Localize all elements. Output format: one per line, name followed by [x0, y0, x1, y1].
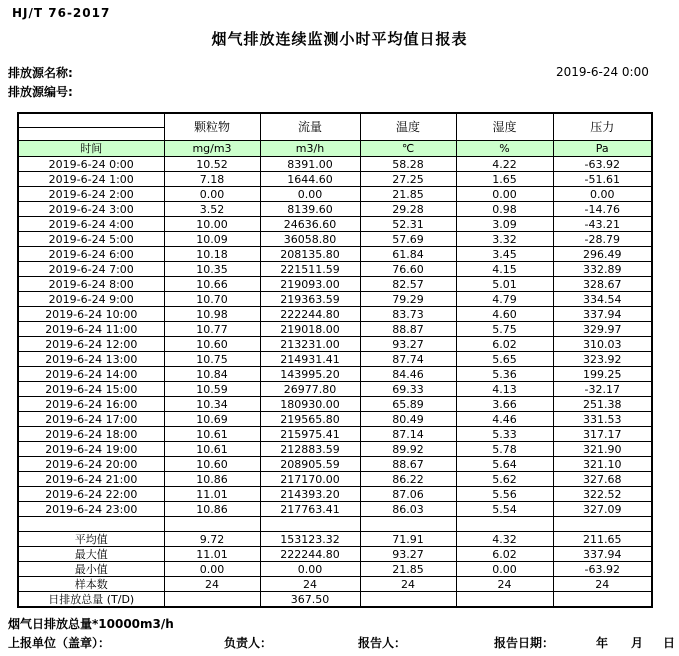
value-cell: 0.00: [260, 187, 360, 202]
value-cell: 1.65: [456, 172, 553, 187]
value-cell: 10.61: [164, 442, 260, 457]
value-cell: 329.97: [553, 322, 652, 337]
data-rows: [18, 157, 652, 517]
value-cell: 10.84: [164, 367, 260, 382]
value-cell: 219363.59: [260, 292, 360, 307]
time-cell: 2019-6-24 8:00: [18, 277, 164, 292]
value-cell: 10.35: [164, 262, 260, 277]
value-cell: 221511.59: [260, 262, 360, 277]
time-cell: 2019-6-24 0:00: [18, 157, 164, 172]
summary-rows: [18, 532, 652, 608]
value-cell: 80.49: [360, 412, 456, 427]
time-cell: 2019-6-24 7:00: [18, 262, 164, 277]
reporter-label: 报告人：: [358, 636, 407, 650]
value-cell: 0.00: [260, 562, 360, 577]
value-cell: 26977.80: [260, 382, 360, 397]
value-cell: 222244.80: [260, 547, 360, 562]
column-header-pressure: 压力: [553, 113, 652, 141]
summary-label-cell: 最小值: [18, 562, 164, 577]
value-cell: 21.85: [360, 187, 456, 202]
hourly-average-table: [17, 112, 653, 608]
value-cell: 65.89: [360, 397, 456, 412]
value-cell: [456, 592, 553, 608]
value-cell: 5.64: [456, 457, 553, 472]
time-cell: 2019-6-24 18:00: [18, 427, 164, 442]
time-header-upper-cell: [18, 113, 164, 128]
value-cell: 10.61: [164, 427, 260, 442]
value-cell: -32.17: [553, 382, 652, 397]
column-header-humidity: 湿度: [456, 113, 553, 141]
value-cell: 24: [260, 577, 360, 592]
time-cell: 2019-6-24 23:00: [18, 502, 164, 517]
value-cell: 6.02: [456, 547, 553, 562]
unit-row: [18, 141, 652, 157]
value-cell: 10.18: [164, 247, 260, 262]
value-cell: 10.70: [164, 292, 260, 307]
value-cell: 327.09: [553, 502, 652, 517]
value-cell: 5.62: [456, 472, 553, 487]
summary-label-cell: 最大值: [18, 547, 164, 562]
value-cell: 10.66: [164, 277, 260, 292]
value-cell: -51.61: [553, 172, 652, 187]
value-cell: 88.67: [360, 457, 456, 472]
value-cell: 10.34: [164, 397, 260, 412]
value-cell: 10.52: [164, 157, 260, 172]
time-cell: 2019-6-24 2:00: [18, 187, 164, 202]
unit-humidity: %: [456, 141, 553, 157]
value-cell: 180930.00: [260, 397, 360, 412]
value-cell: 7.18: [164, 172, 260, 187]
value-cell: 337.94: [553, 307, 652, 322]
value-cell: 86.03: [360, 502, 456, 517]
value-cell: 3.09: [456, 217, 553, 232]
value-cell: 3.32: [456, 232, 553, 247]
value-cell: 10.60: [164, 457, 260, 472]
value-cell: 5.75: [456, 322, 553, 337]
table-row: [18, 232, 652, 247]
value-cell: 212883.59: [260, 442, 360, 457]
value-cell: 323.92: [553, 352, 652, 367]
time-cell: 2019-6-24 12:00: [18, 337, 164, 352]
value-cell: 321.90: [553, 442, 652, 457]
value-cell: 93.27: [360, 547, 456, 562]
value-cell: 4.60: [456, 307, 553, 322]
value-cell: 36058.80: [260, 232, 360, 247]
value-cell: 83.73: [360, 307, 456, 322]
value-cell: 213231.00: [260, 337, 360, 352]
time-cell: 2019-6-24 16:00: [18, 397, 164, 412]
value-cell: 10.69: [164, 412, 260, 427]
value-cell: 10.98: [164, 307, 260, 322]
summary-row: [18, 592, 652, 608]
value-cell: 10.77: [164, 322, 260, 337]
value-cell: 86.22: [360, 472, 456, 487]
value-cell: 0.00: [456, 562, 553, 577]
table-row: [18, 427, 652, 442]
value-cell: 214931.41: [260, 352, 360, 367]
value-cell: 93.27: [360, 337, 456, 352]
table-row: [18, 217, 652, 232]
page-title: 烟气排放连续监测小时平均值日报表: [211, 30, 468, 48]
value-cell: [553, 592, 652, 608]
month-label: 月: [631, 636, 644, 650]
value-cell: 24: [553, 577, 652, 592]
time-cell: 2019-6-24 22:00: [18, 487, 164, 502]
table-row: [18, 262, 652, 277]
value-cell: 0.00: [553, 187, 652, 202]
value-cell: 5.78: [456, 442, 553, 457]
value-cell: 4.79: [456, 292, 553, 307]
spacer-section: [18, 517, 652, 532]
value-cell: 6.02: [456, 337, 553, 352]
report-datetime: 2019-6-24 0:00: [556, 65, 649, 79]
value-cell: 24636.60: [260, 217, 360, 232]
value-cell: 251.38: [553, 397, 652, 412]
daily-total-note: 烟气日排放总量*10000m3/h: [8, 617, 174, 631]
value-cell: 215975.41: [260, 427, 360, 442]
unit-flow: m3/h: [260, 141, 360, 157]
table-row: [18, 157, 652, 172]
value-cell: -63.92: [553, 157, 652, 172]
time-cell: 2019-6-24 20:00: [18, 457, 164, 472]
time-cell: 2019-6-24 13:00: [18, 352, 164, 367]
value-cell: 5.54: [456, 502, 553, 517]
value-cell: 4.22: [456, 157, 553, 172]
value-cell: 5.36: [456, 367, 553, 382]
value-cell: 4.15: [456, 262, 553, 277]
column-header-temperature: 温度: [360, 113, 456, 141]
value-cell: 199.25: [553, 367, 652, 382]
value-cell: 1644.60: [260, 172, 360, 187]
value-cell: 29.28: [360, 202, 456, 217]
value-cell: 143995.20: [260, 367, 360, 382]
source-code-label: 排放源编号:: [8, 85, 73, 99]
table-row: [18, 277, 652, 292]
time-cell: 2019-6-24 10:00: [18, 307, 164, 322]
value-cell: 10.59: [164, 382, 260, 397]
summary-label-cell: 平均值: [18, 532, 164, 547]
value-cell: 219018.00: [260, 322, 360, 337]
value-cell: 5.33: [456, 427, 553, 442]
value-cell: -14.76: [553, 202, 652, 217]
value-cell: 88.87: [360, 322, 456, 337]
value-cell: 219565.80: [260, 412, 360, 427]
table-row: [18, 322, 652, 337]
time-cell: 2019-6-24 6:00: [18, 247, 164, 262]
value-cell: 0.98: [456, 202, 553, 217]
value-cell: 0.00: [456, 187, 553, 202]
table-row: [18, 172, 652, 187]
time-header-lower-cell: [18, 128, 164, 141]
summary-label-cell: 日排放总量 (T/D): [18, 592, 164, 608]
time-cell: 2019-6-24 17:00: [18, 412, 164, 427]
table-row: [18, 187, 652, 202]
value-cell: -28.79: [553, 232, 652, 247]
value-cell: 217170.00: [260, 472, 360, 487]
value-cell: 5.65: [456, 352, 553, 367]
time-cell: 2019-6-24 19:00: [18, 442, 164, 457]
value-cell: 331.53: [553, 412, 652, 427]
summary-row: [18, 577, 652, 592]
value-cell: 10.86: [164, 502, 260, 517]
value-cell: 4.32: [456, 532, 553, 547]
value-cell: 11.01: [164, 547, 260, 562]
time-cell: 2019-6-24 9:00: [18, 292, 164, 307]
summary-row: [18, 532, 652, 547]
value-cell: 332.89: [553, 262, 652, 277]
value-cell: 334.54: [553, 292, 652, 307]
value-cell: 87.06: [360, 487, 456, 502]
value-cell: 322.52: [553, 487, 652, 502]
time-cell: 2019-6-24 15:00: [18, 382, 164, 397]
table-row: [18, 337, 652, 352]
table-row: [18, 442, 652, 457]
value-cell: 5.56: [456, 487, 553, 502]
value-cell: 87.14: [360, 427, 456, 442]
time-cell: 2019-6-24 4:00: [18, 217, 164, 232]
value-cell: 208135.80: [260, 247, 360, 262]
time-cell: 2019-6-24 11:00: [18, 322, 164, 337]
value-cell: 10.60: [164, 337, 260, 352]
value-cell: 327.68: [553, 472, 652, 487]
table-row: [18, 397, 652, 412]
standard-number: HJ/T 76-2017: [12, 6, 111, 20]
value-cell: 8391.00: [260, 157, 360, 172]
value-cell: 10.86: [164, 472, 260, 487]
unit-temperature: ℃: [360, 141, 456, 157]
value-cell: 52.31: [360, 217, 456, 232]
value-cell: 21.85: [360, 562, 456, 577]
header-row-labels: [18, 113, 652, 128]
value-cell: 153123.32: [260, 532, 360, 547]
value-cell: 82.57: [360, 277, 456, 292]
value-cell: 5.01: [456, 277, 553, 292]
spacer-row: [18, 517, 652, 532]
value-cell: 310.03: [553, 337, 652, 352]
table-header: [18, 113, 652, 157]
value-cell: 10.00: [164, 217, 260, 232]
report-unit-label: 上报单位（盖章）：: [8, 636, 111, 650]
value-cell: 11.01: [164, 487, 260, 502]
table-row: [18, 412, 652, 427]
value-cell: 3.52: [164, 202, 260, 217]
table-row: [18, 307, 652, 322]
table-row: [18, 202, 652, 217]
value-cell: 76.60: [360, 262, 456, 277]
value-cell: 24: [360, 577, 456, 592]
source-name-label: 排放源名称:: [8, 66, 73, 80]
value-cell: 24: [164, 577, 260, 592]
value-cell: 0.00: [164, 562, 260, 577]
value-cell: 317.17: [553, 427, 652, 442]
table-row: [18, 247, 652, 262]
value-cell: 58.28: [360, 157, 456, 172]
value-cell: 10.09: [164, 232, 260, 247]
unit-particulate: mg/m3: [164, 141, 260, 157]
table-row: [18, 382, 652, 397]
value-cell: [360, 592, 456, 608]
column-header-flow: 流量: [260, 113, 360, 141]
value-cell: 79.29: [360, 292, 456, 307]
value-cell: 219093.00: [260, 277, 360, 292]
summary-label-cell: 样本数: [18, 577, 164, 592]
value-cell: 367.50: [260, 592, 360, 608]
time-cell: 2019-6-24 5:00: [18, 232, 164, 247]
time-header: 时间: [18, 141, 164, 157]
value-cell: 8139.60: [260, 202, 360, 217]
value-cell: 321.10: [553, 457, 652, 472]
table-row: [18, 502, 652, 517]
value-cell: 4.13: [456, 382, 553, 397]
day-label: 日: [663, 636, 676, 650]
value-cell: 3.66: [456, 397, 553, 412]
value-cell: -63.92: [553, 562, 652, 577]
value-cell: 57.69: [360, 232, 456, 247]
value-cell: 27.25: [360, 172, 456, 187]
value-cell: 87.74: [360, 352, 456, 367]
value-cell: 89.92: [360, 442, 456, 457]
value-cell: 296.49: [553, 247, 652, 262]
table-row: [18, 352, 652, 367]
year-label: 年: [596, 636, 609, 650]
summary-row: [18, 547, 652, 562]
value-cell: -43.21: [553, 217, 652, 232]
value-cell: 10.75: [164, 352, 260, 367]
value-cell: 211.65: [553, 532, 652, 547]
value-cell: 208905.59: [260, 457, 360, 472]
summary-row: [18, 562, 652, 577]
time-cell: 2019-6-24 1:00: [18, 172, 164, 187]
report-date-label: 报告日期：: [494, 636, 555, 650]
table-row: [18, 472, 652, 487]
column-header-particulate: 颗粒物: [164, 113, 260, 141]
responsible-person-label: 负责人：: [224, 636, 273, 650]
value-cell: 0.00: [164, 187, 260, 202]
value-cell: 24: [456, 577, 553, 592]
value-cell: [164, 592, 260, 608]
value-cell: 9.72: [164, 532, 260, 547]
table-row: [18, 457, 652, 472]
table-row: [18, 367, 652, 382]
value-cell: 222244.80: [260, 307, 360, 322]
value-cell: 69.33: [360, 382, 456, 397]
value-cell: 71.91: [360, 532, 456, 547]
time-cell: 2019-6-24 21:00: [18, 472, 164, 487]
time-cell: 2019-6-24 14:00: [18, 367, 164, 382]
value-cell: 4.46: [456, 412, 553, 427]
value-cell: 214393.20: [260, 487, 360, 502]
value-cell: 328.67: [553, 277, 652, 292]
value-cell: 84.46: [360, 367, 456, 382]
value-cell: 61.84: [360, 247, 456, 262]
unit-pressure: Pa: [553, 141, 652, 157]
table-row: [18, 487, 652, 502]
table-row: [18, 292, 652, 307]
value-cell: 217763.41: [260, 502, 360, 517]
value-cell: 3.45: [456, 247, 553, 262]
value-cell: 337.94: [553, 547, 652, 562]
time-cell: 2019-6-24 3:00: [18, 202, 164, 217]
